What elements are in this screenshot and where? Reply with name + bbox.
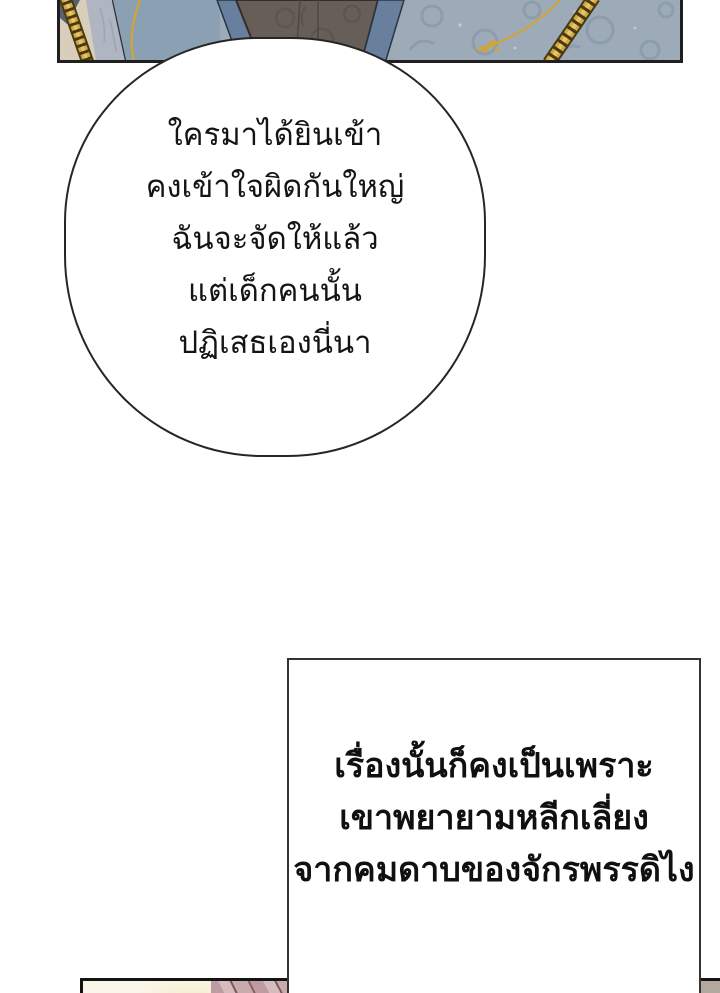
- garment-artwork: [60, 0, 680, 60]
- speech-bubble: [64, 37, 486, 457]
- speech-line-2: คงเข้าใจผิดกันใหญ่: [145, 169, 405, 205]
- mauve-fabric-shape: [211, 981, 291, 993]
- narration-line-1: เรื่องนั้นก็คงเป็นเพราะ: [334, 746, 654, 786]
- narration-line-3: จากคมดาบของจักรพรรดิไง: [293, 850, 695, 890]
- narration-line-2: เขาพยายามหลีกเลี่ยง: [339, 798, 649, 838]
- speech-line-1: ใครมาได้ยินเข้า: [167, 117, 383, 153]
- speech-line-4: แต่เด็กคนนั้น: [188, 273, 362, 309]
- speech-line-3: ฉันจะจัดให้แล้ว: [171, 221, 379, 257]
- speech-line-5: ปฏิเสธเองนี่นา: [178, 325, 372, 361]
- narration-box: [287, 658, 701, 993]
